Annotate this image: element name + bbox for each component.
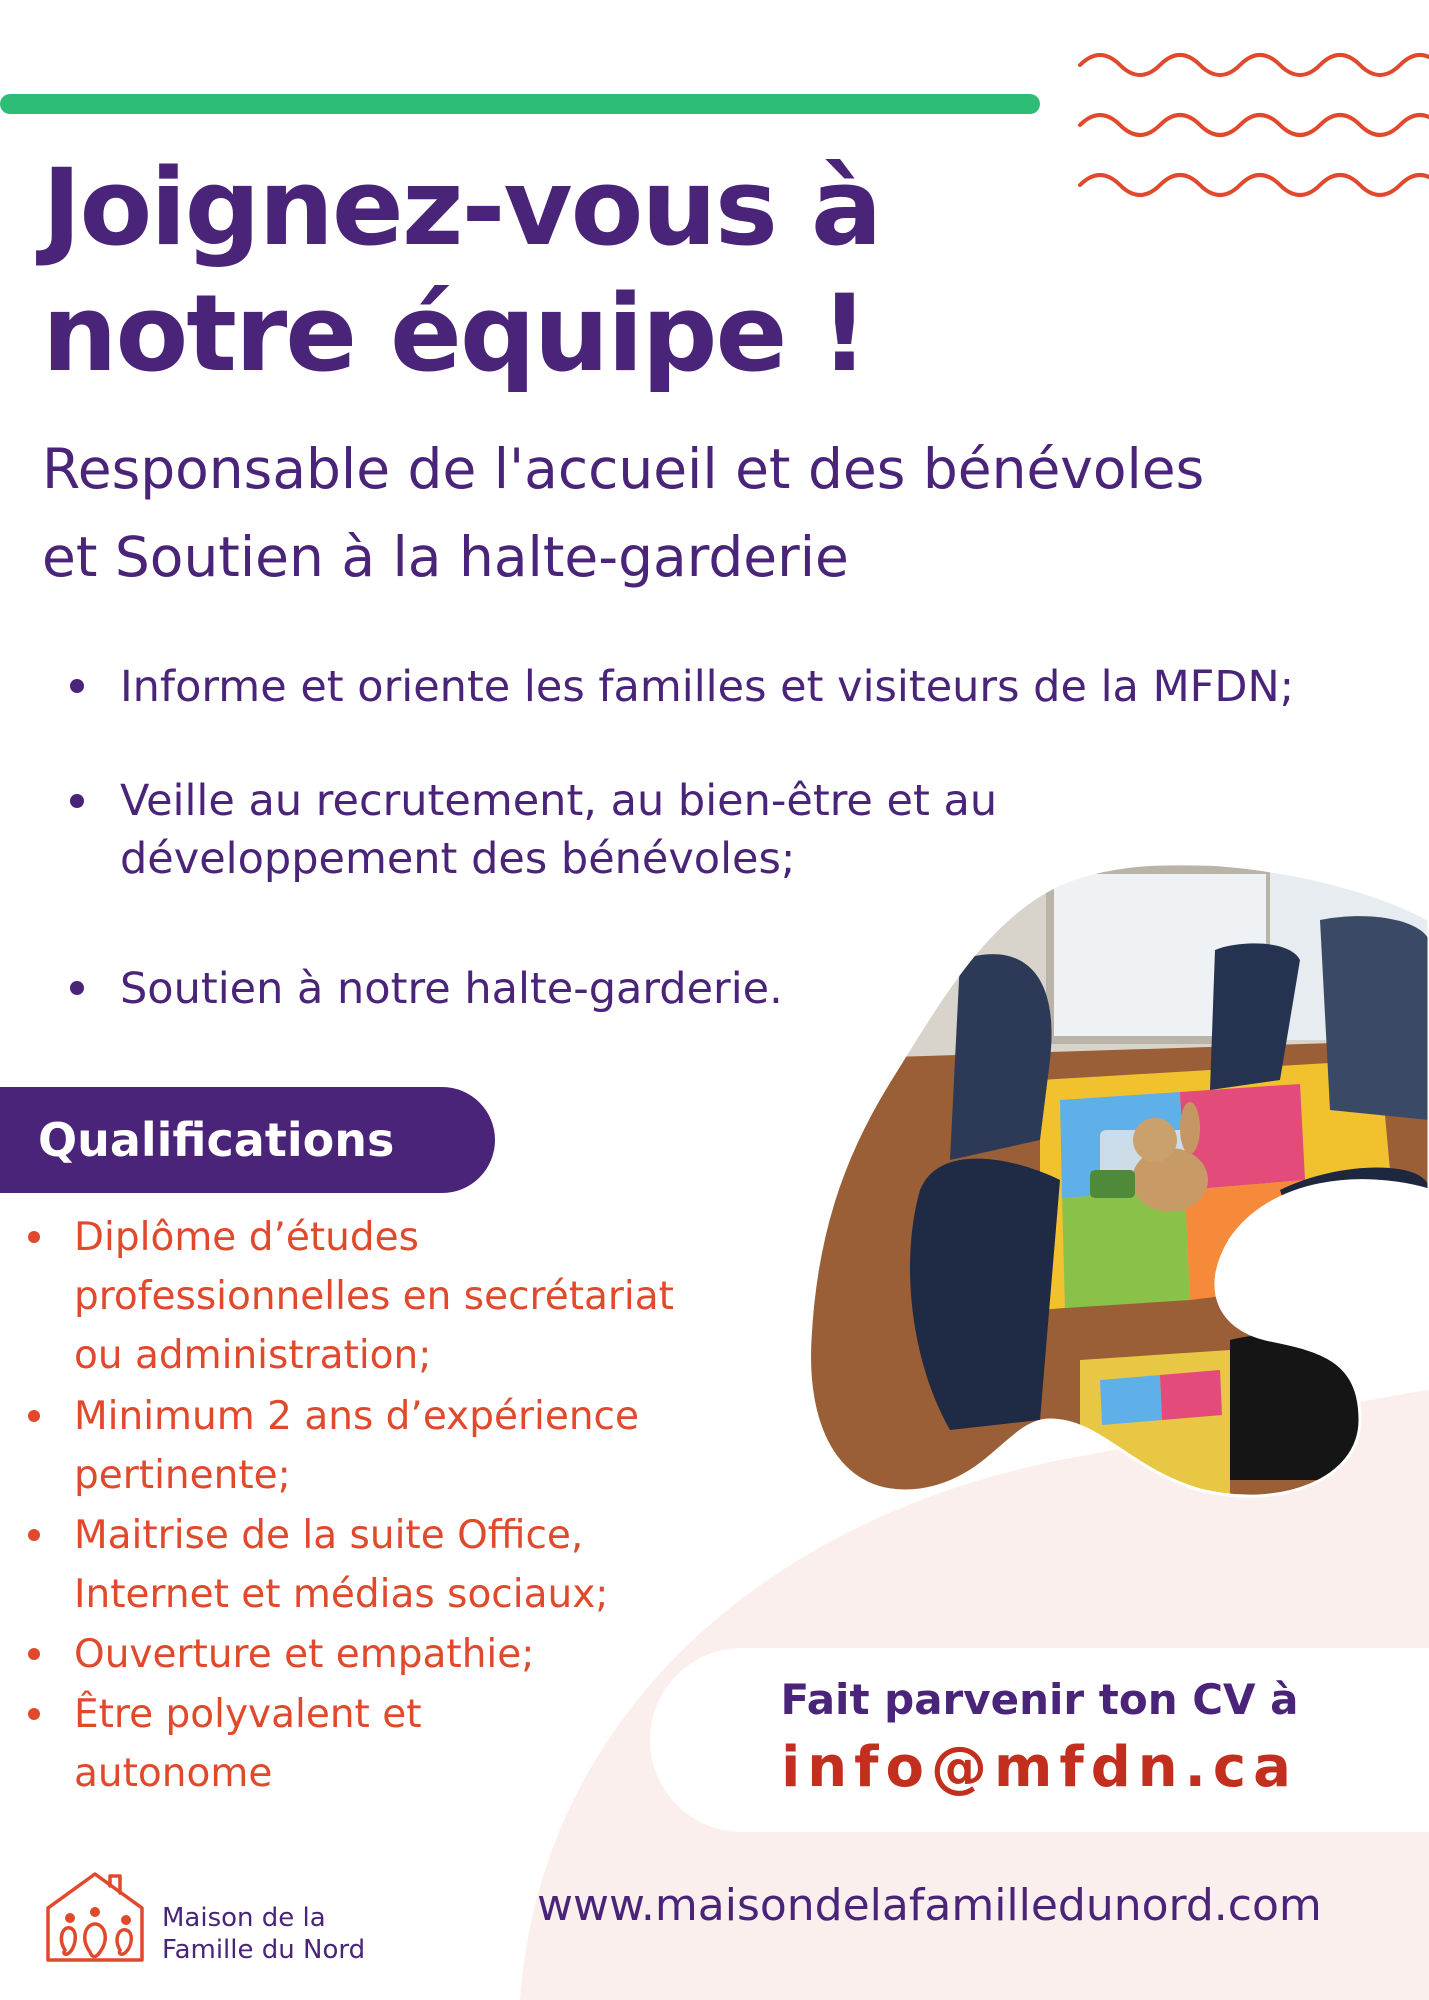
bullet-icon: [28, 1231, 40, 1243]
qualification-item: [74, 1685, 422, 1803]
title-line: notre équipe !: [42, 272, 867, 395]
bullet-icon: [70, 981, 84, 995]
wavy-lines-decoration: [1075, 45, 1429, 215]
website-link[interactable]: www.maisondelafamilledunord.com: [537, 1880, 1322, 1931]
bullet-icon: [28, 1529, 40, 1541]
qualification-line: Être polyvalent et: [74, 1692, 422, 1737]
qualification-line: Internet et médias sociaux;: [74, 1572, 609, 1617]
duty-item: [120, 960, 783, 1018]
qualification-item: [74, 1625, 534, 1684]
title-line: Joignez-vous à: [42, 146, 881, 269]
duty-line: Soutien à notre halte-garderie.: [120, 964, 783, 1014]
qualification-line: Diplôme d’études: [74, 1215, 419, 1260]
qualification-line: Minimum 2 ans d’expérience: [74, 1394, 639, 1439]
cta-text: Fait parvenir ton CV à: [780, 1675, 1299, 1724]
qualification-line: professionnelles en secrétariat: [74, 1274, 674, 1319]
bullet-icon: [28, 1410, 40, 1422]
accent-bar: [0, 94, 1040, 114]
email-link[interactable]: info@mfdn.ca: [781, 1735, 1298, 1800]
job-title: [42, 425, 1422, 601]
logo-text: [162, 1902, 365, 1966]
qualification-line: pertinente;: [74, 1453, 291, 1498]
qualifications-heading: Qualifications: [38, 1113, 395, 1167]
job-title-line: et Soutien à la halte-garderie: [42, 525, 849, 589]
duty-line: développement des bénévoles;: [120, 834, 796, 884]
job-title-line: Responsable de l'accueil et des bénévoles: [42, 437, 1205, 501]
qualification-line: autonome: [74, 1751, 273, 1796]
bullet-icon: [70, 679, 84, 693]
daycare-playroom-photo: [800, 860, 1429, 1520]
qualification-item: [74, 1387, 639, 1505]
qualification-item: [74, 1506, 608, 1624]
logo-line: Famille du Nord: [162, 1935, 366, 1965]
qualification-line: Ouverture et empathie;: [74, 1632, 535, 1677]
qualification-line: ou administration;: [74, 1333, 432, 1378]
logo-line: Maison de la: [162, 1903, 326, 1933]
duty-item: [120, 658, 1294, 716]
duty-line: Informe et oriente les familles et visiteurs de la MFDN;: [120, 662, 1295, 712]
bullet-icon: [70, 794, 84, 808]
qualification-item: [74, 1208, 674, 1385]
bullet-icon: [28, 1708, 40, 1720]
qualification-line: Maitrise de la suite Office,: [74, 1513, 584, 1558]
house-family-logo-icon: [40, 1868, 150, 1968]
page-title: [42, 145, 1042, 397]
bullet-icon: [28, 1648, 40, 1660]
duty-line: Veille au recrutement, au bien-être et au: [120, 776, 998, 826]
